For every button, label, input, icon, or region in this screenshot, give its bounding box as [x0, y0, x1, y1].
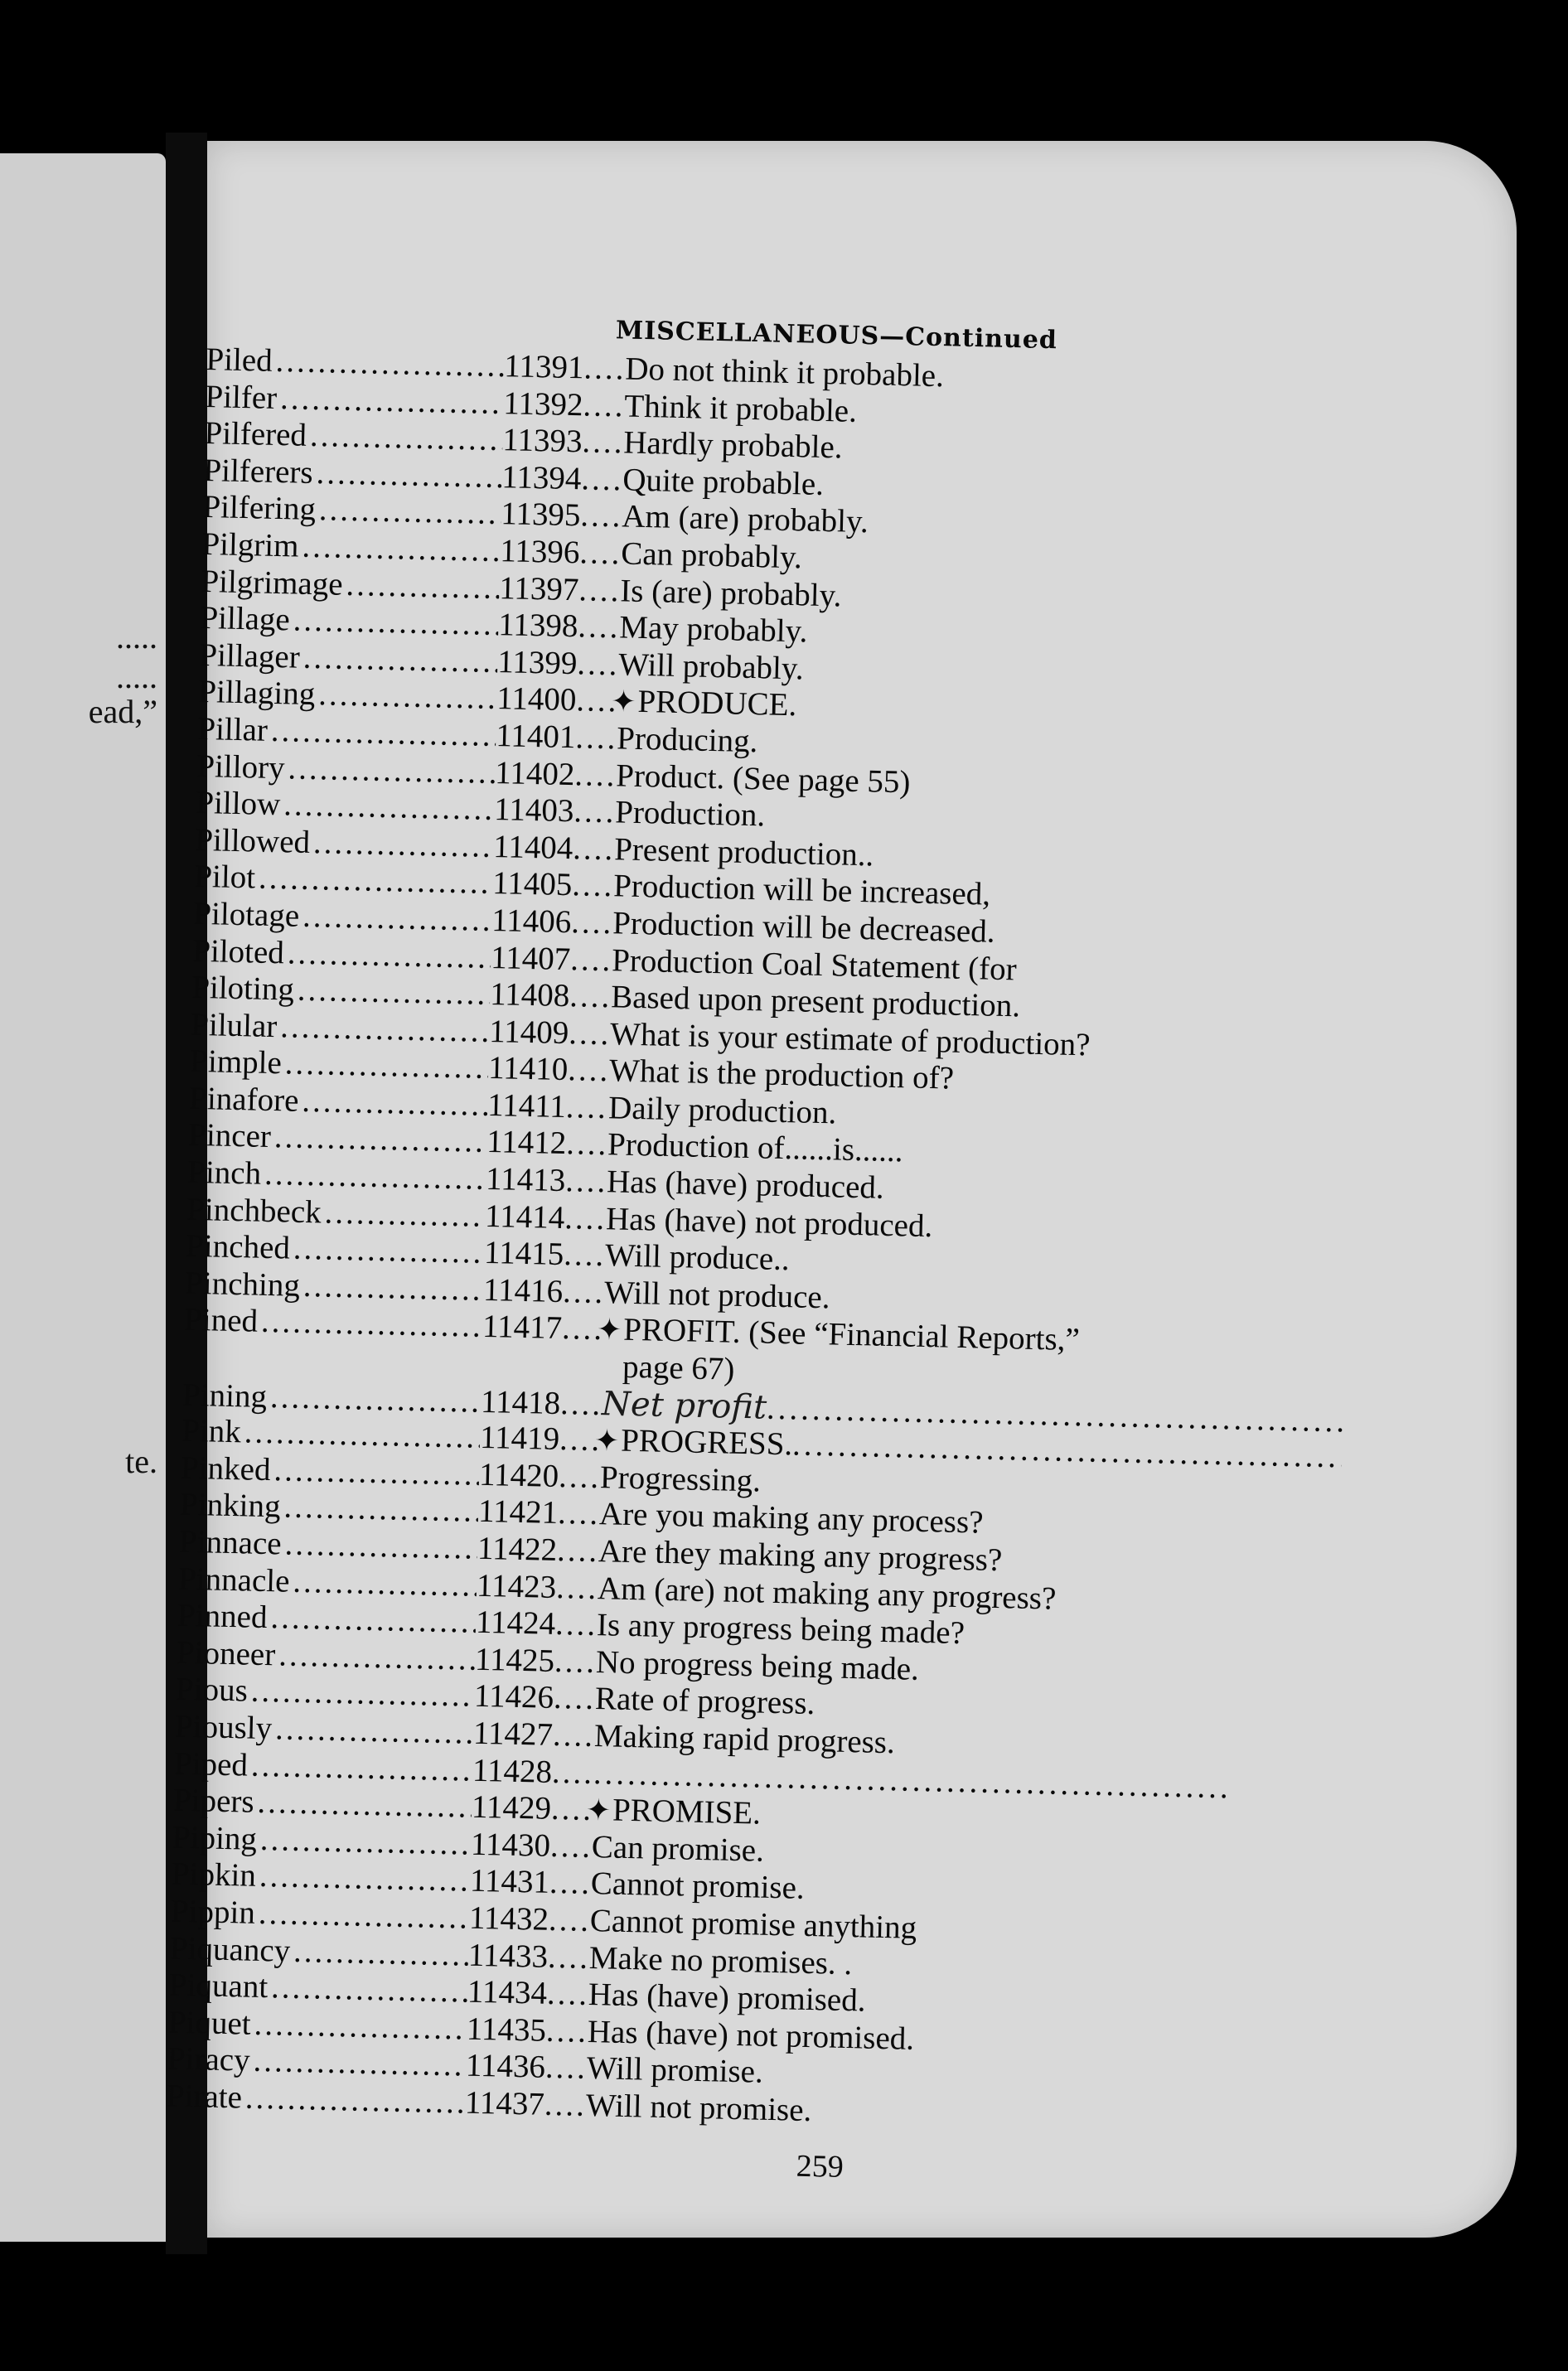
- code-word: Pillager .....: [199, 637, 498, 681]
- code-word: Piled .....: [206, 341, 505, 385]
- code-word: Pinch .....: [187, 1154, 486, 1198]
- code-number: 11429 ........: [471, 1789, 593, 1829]
- code-number: 11427 ........: [473, 1715, 595, 1755]
- code-meaning: PROFIT. (See “Financial Reports,”: [622, 1312, 1081, 1358]
- code-meaning: Rate of progress.: [594, 1681, 815, 1722]
- code-word: Pilfer .....: [205, 379, 504, 423]
- code-meaning: Cannot promise.: [590, 1865, 806, 1907]
- star-icon: ✦: [593, 1424, 620, 1458]
- code-meaning: Is any progress being made?: [596, 1607, 965, 1652]
- code-number: 11424 ........: [476, 1604, 598, 1644]
- code-word: Pilfered .....: [204, 415, 503, 459]
- code-meaning: May probably.: [618, 609, 808, 650]
- code-number: 11412 ........: [486, 1124, 608, 1164]
- code-word: Pilgrim .....: [201, 526, 501, 570]
- code-word: Pipers .....: [173, 1783, 472, 1827]
- code-number: 11398 ........: [498, 607, 620, 646]
- code-meaning: Production Coal Statement (for: [611, 941, 1018, 987]
- star-icon: ✦: [585, 1793, 612, 1827]
- code-number: 11436 ........: [465, 2048, 587, 2088]
- code-number: 11430 ........: [470, 1826, 592, 1865]
- code-number: 11391 ........: [504, 348, 626, 388]
- code-word: Piracy .....: [167, 2041, 466, 2085]
- code-word: Piquancy .....: [170, 1930, 469, 1974]
- code-meaning: Are they making any progress?: [598, 1533, 1003, 1579]
- code-number: 11418 ........: [481, 1383, 603, 1423]
- code-meaning: Will produce..: [604, 1237, 791, 1278]
- code-number: 11408 ........: [490, 976, 612, 1016]
- code-number: 11426 ........: [474, 1678, 596, 1718]
- code-number: 11394 ........: [501, 459, 623, 499]
- code-word: Pilfering .....: [202, 489, 501, 533]
- code-word: Pinking .....: [180, 1487, 479, 1531]
- code-meaning: Based upon present production.: [610, 979, 1021, 1024]
- code-number: 11399 ........: [497, 644, 619, 684]
- code-number: 11433 ........: [467, 1937, 589, 1977]
- star-icon: ✦: [610, 685, 636, 719]
- code-number: 11423 ........: [477, 1567, 598, 1607]
- code-number: 11392 ........: [503, 385, 625, 425]
- code-number: 11396 ........: [500, 533, 622, 573]
- code-number: 11404 ........: [493, 829, 615, 869]
- code-meaning: PROMISE.: [612, 1792, 762, 1831]
- star-icon: ✦: [596, 1313, 622, 1348]
- code-meaning: Making rapid progress.: [593, 1718, 896, 1761]
- code-meaning: Do not think it probable.: [624, 351, 945, 394]
- left-fragment: te.: [125, 1443, 157, 1480]
- code-word: Pilot .....: [194, 859, 493, 902]
- page-number: 259: [796, 2148, 844, 2185]
- code-word: Pinching .....: [185, 1265, 484, 1309]
- code-number: 11393 ........: [502, 422, 624, 462]
- section-heading: MISCELLANEOUS—Continued: [615, 316, 1058, 356]
- code-number: 11400 ........: [496, 680, 618, 720]
- code-word: Pillage .....: [200, 600, 499, 644]
- code-number: 11435 ........: [466, 2011, 588, 2050]
- code-word: Pillar .....: [197, 711, 496, 755]
- code-word: Pillaging .....: [198, 674, 497, 718]
- code-meaning: Daily production.: [607, 1090, 837, 1131]
- code-meaning: Will not promise.: [585, 2087, 812, 2129]
- code-word: Pinchbeck .....: [186, 1191, 486, 1235]
- code-word: Piped .....: [174, 1745, 473, 1789]
- code-meaning: What is your estimate of production?: [609, 1015, 1091, 1063]
- code-word: Pipkin .....: [172, 1856, 471, 1900]
- code-number: 11403 ........: [494, 791, 616, 831]
- code-number: 11421 ........: [478, 1493, 600, 1533]
- code-number: 11428 ........: [472, 1752, 593, 1792]
- code-meaning: Cannot promise anything: [589, 1902, 917, 1946]
- code-word: Piquant .....: [169, 1967, 468, 2011]
- code-meaning: No progress being made.: [595, 1643, 920, 1687]
- code-meaning: Has (have) produced.: [606, 1164, 885, 1206]
- code-meaning: Progressing.: [599, 1459, 762, 1499]
- code-word: Pinned .....: [177, 1598, 477, 1642]
- code-meaning: Production will be decreased.: [612, 905, 995, 950]
- code-meaning: Quite probable.: [622, 462, 825, 502]
- code-word: Piping .....: [172, 1819, 472, 1863]
- code-meaning: Producing.: [616, 720, 758, 760]
- code-meaning: Am (are) not making any progress?: [597, 1570, 1057, 1617]
- left-fragment: ead,”: [88, 693, 157, 730]
- code-word: Pillowed .....: [195, 822, 494, 866]
- code-number: 11410 ........: [488, 1050, 610, 1090]
- code-word: Pippin .....: [171, 1893, 470, 1937]
- code-number: 11405 ........: [492, 865, 614, 905]
- code-number: 11434 ........: [467, 1974, 588, 2014]
- code-word: Pimple .....: [190, 1043, 489, 1087]
- code-word: Pillow .....: [196, 785, 495, 829]
- code-meaning: Will not produce.: [603, 1275, 831, 1316]
- code-number: 11411 ........: [487, 1087, 609, 1127]
- code-meaning: Make no promises. .: [588, 1939, 853, 1981]
- code-word: Pilferers .....: [203, 452, 502, 496]
- code-number: 11407 ........: [491, 939, 612, 979]
- code-meaning: Can promise.: [591, 1828, 765, 1869]
- code-number: 11417 ........: [482, 1309, 604, 1348]
- code-meaning: Has (have) not promised.: [587, 2013, 915, 2057]
- code-meaning: PROGRESS. .....: [621, 1423, 1343, 1476]
- code-number: 11414 ........: [485, 1198, 607, 1238]
- code-word: Pilotage .....: [193, 896, 492, 940]
- code-meaning: Will probably.: [617, 646, 805, 687]
- left-fragment: .....: [116, 618, 157, 656]
- code-word: Pirate .....: [166, 2078, 465, 2122]
- code-meaning: Has (have) not produced.: [605, 1200, 933, 1244]
- code-meaning: Can probably.: [620, 535, 803, 576]
- handwritten-note: Net profit: [601, 1384, 767, 1427]
- code-word: Pillory .....: [196, 748, 496, 791]
- meaning-continuation: page 67): [622, 1348, 735, 1387]
- code-word: Piously .....: [175, 1709, 474, 1753]
- code-word: Piquet .....: [168, 2004, 467, 2048]
- code-word: Pinnace .....: [179, 1524, 478, 1568]
- code-word: Pined .....: [184, 1302, 483, 1346]
- code-word: Pinnacle .....: [178, 1561, 477, 1604]
- code-word: Pinched .....: [186, 1228, 485, 1272]
- page-content: [163, 307, 1367, 2255]
- code-number: 11422 ........: [477, 1531, 599, 1570]
- code-number: 11419 ........: [480, 1420, 602, 1459]
- code-meaning: What is the production of?: [608, 1052, 955, 1096]
- code-number: 11413 ........: [486, 1161, 607, 1201]
- left-page: [0, 153, 166, 2242]
- code-word: Pious .....: [176, 1672, 475, 1715]
- code-number: 11420 ........: [479, 1457, 601, 1497]
- code-meaning: Am (are) probably.: [621, 498, 869, 540]
- code-meaning: Has (have) promised.: [588, 1977, 866, 2019]
- code-meaning: Will promise.: [586, 2050, 764, 2091]
- code-meaning: Present production..: [613, 831, 874, 873]
- code-word: Pinked .....: [181, 1449, 480, 1493]
- code-number: 11415 ........: [484, 1235, 606, 1275]
- code-meaning: Production will be increased,: [612, 868, 991, 912]
- code-number: 11437 ........: [464, 2085, 586, 2125]
- left-fragment: .....: [116, 658, 157, 695]
- code-word: Pink .....: [181, 1413, 481, 1457]
- code-meaning: Production.: [614, 794, 766, 834]
- code-meaning: Product. (See page 55): [615, 757, 911, 800]
- code-number: 11432 ........: [468, 1900, 590, 1940]
- code-number: 11406 ........: [491, 902, 613, 942]
- code-meaning: Think it probable.: [623, 388, 858, 429]
- code-list: [166, 341, 1366, 2141]
- code-number: 11401 ........: [496, 718, 617, 757]
- code-word: Pining .....: [182, 1377, 482, 1420]
- code-meaning: Are you making any process?: [598, 1496, 984, 1541]
- code-number: 11397 ........: [499, 570, 621, 610]
- code-word: Piloted .....: [192, 932, 491, 976]
- code-word: Pilular .....: [191, 1006, 490, 1050]
- code-number: 11425 ........: [475, 1642, 597, 1681]
- code-word: Pilgrimage .....: [201, 563, 500, 607]
- code-meaning: PRODUCE.: [637, 684, 797, 723]
- code-number: 11416 ........: [483, 1272, 605, 1312]
- code-word: Pioneer .....: [177, 1634, 476, 1678]
- code-meaning: Production of......is......: [607, 1126, 904, 1169]
- code-number: 11409 ........: [489, 1014, 611, 1053]
- code-number: 11402 ........: [495, 755, 617, 795]
- code-meaning: Hardly probable.: [622, 424, 844, 466]
- code-number: 11431 ........: [469, 1863, 591, 1903]
- code-meaning: Is (are) probably.: [619, 572, 842, 614]
- code-word: Piloting .....: [191, 970, 491, 1014]
- code-word: Pincer .....: [188, 1117, 487, 1161]
- code-number: 11395 ........: [501, 496, 622, 535]
- code-word: Pinafore .....: [189, 1081, 488, 1125]
